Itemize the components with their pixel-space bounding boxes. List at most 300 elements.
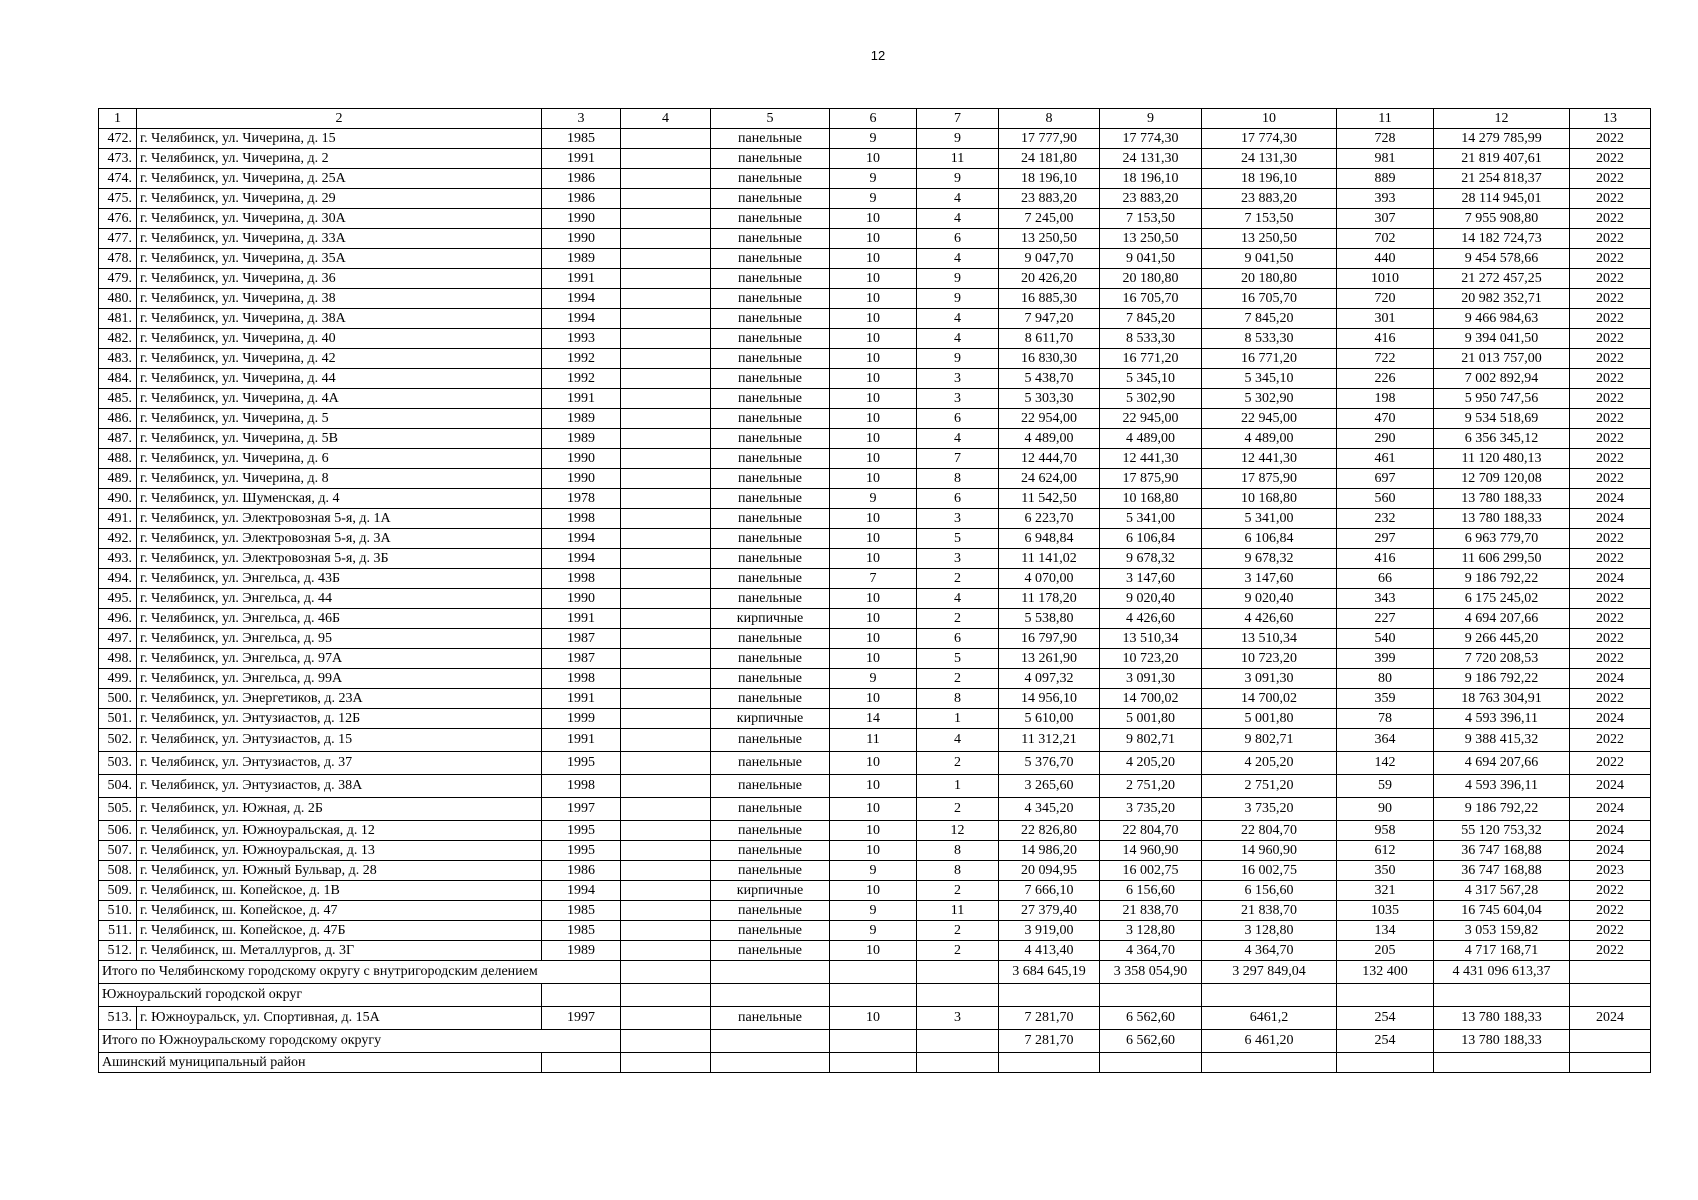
row-number-cell: 513. [99,1007,137,1030]
plan-year-cell: 2022 [1570,901,1651,921]
total-area-total: 7 281,70 [999,1030,1100,1053]
build-year-cell: 1994 [542,289,621,309]
living-area-cell: 23 883,20 [1100,189,1202,209]
build-year-cell: 1998 [542,669,621,689]
floors-cell: 14 [830,709,917,729]
col4-cell [621,549,711,569]
wall-material-cell: панельные [711,469,830,489]
address-cell: г. Челябинск, ул. Чичерина, д. 15 [137,129,542,149]
address-cell: г. Челябинск, ул. Энгельса, д. 95 [137,629,542,649]
wall-material-cell: панельные [711,429,830,449]
apartment-area-cell: 23 883,20 [1202,189,1337,209]
row-number-cell: 477. [99,229,137,249]
floors-cell: 10 [830,649,917,669]
living-area-cell: 10 723,20 [1100,649,1202,669]
row-number-cell: 472. [99,129,137,149]
wall-material-cell: панельные [711,775,830,798]
floors-cell: 10 [830,209,917,229]
build-year-cell: 1991 [542,609,621,629]
plan-year-cell: 2022 [1570,429,1651,449]
plan-year-cell: 2022 [1570,309,1651,329]
row-number-cell: 509. [99,881,137,901]
living-area-cell: 7 845,20 [1100,309,1202,329]
build-year-cell: 1992 [542,369,621,389]
residents-cell: 728 [1337,129,1434,149]
row-number-cell: 475. [99,189,137,209]
cost-cell: 13 780 188,33 [1434,489,1570,509]
cost-cell: 4 593 396,11 [1434,709,1570,729]
table-row [99,189,1651,209]
address-cell: г. Челябинск, ш. Металлургов, д. 3Г [137,941,542,961]
plan-year-cell: 2022 [1570,469,1651,489]
wall-material-cell: панельные [711,841,830,861]
entrances-cell: 3 [917,1007,999,1030]
floors-cell: 10 [830,821,917,841]
row-number-cell: 505. [99,798,137,821]
apartment-area-cell: 16 705,70 [1202,289,1337,309]
plan-year-cell: 2022 [1570,529,1651,549]
apartment-area-cell: 9 041,50 [1202,249,1337,269]
build-year-cell: 1989 [542,409,621,429]
row-number-cell: 487. [99,429,137,449]
cost-cell: 9 186 792,22 [1434,669,1570,689]
table-row [99,941,1651,961]
cost-cell: 5 950 747,56 [1434,389,1570,409]
build-year-cell: 1991 [542,689,621,709]
apartment-area-cell: 3 735,20 [1202,798,1337,821]
entrances-cell: 11 [917,149,999,169]
residents-cell: 697 [1337,469,1434,489]
apartment-area-cell: 17 774,30 [1202,129,1337,149]
total-area-cell: 22 954,00 [999,409,1100,429]
apartment-area-cell: 10 723,20 [1202,649,1337,669]
table-row [99,709,1651,729]
cost-total: 13 780 188,33 [1434,1030,1570,1053]
total-area-cell: 24 181,80 [999,149,1100,169]
row-number-cell: 476. [99,209,137,229]
wall-material-cell: панельные [711,229,830,249]
table-row [99,729,1651,752]
table-row [99,409,1651,429]
build-year-cell: 1987 [542,629,621,649]
plan-year-cell: 2024 [1570,798,1651,821]
plan-year-cell: 2022 [1570,689,1651,709]
living-area-cell: 3 091,30 [1100,669,1202,689]
row-number-cell: 500. [99,689,137,709]
living-area-cell: 16 002,75 [1100,861,1202,881]
address-cell: г. Челябинск, ул. Чичерина, д. 2 [137,149,542,169]
cost-cell: 4 717 168,71 [1434,941,1570,961]
build-year-cell: 1990 [542,589,621,609]
address-cell: г. Челябинск, ул. Чичерина, д. 25А [137,169,542,189]
empty-cell [711,1053,830,1073]
residents-cell: 90 [1337,798,1434,821]
table-row [99,389,1651,409]
floors-cell: 10 [830,549,917,569]
address-cell: г. Челябинск, ул. Энтузиастов, д. 12Б [137,709,542,729]
table-row [99,449,1651,469]
plan-year-cell: 2022 [1570,129,1651,149]
cost-total: 4 431 096 613,37 [1434,961,1570,984]
table-row [99,369,1651,389]
entrances-cell: 4 [917,429,999,449]
build-year-cell: 1987 [542,649,621,669]
living-area-cell: 6 106,84 [1100,529,1202,549]
build-year-cell: 1994 [542,881,621,901]
address-cell: г. Челябинск, ул. Чичерина, д. 38А [137,309,542,329]
row-number-cell: 493. [99,549,137,569]
floors-cell: 10 [830,449,917,469]
residents-cell: 227 [1337,609,1434,629]
address-cell: г. Челябинск, ул. Чичерина, д. 29 [137,189,542,209]
plan-year-cell: 2022 [1570,941,1651,961]
floors-cell: 9 [830,901,917,921]
build-year-cell: 1998 [542,569,621,589]
address-cell: г. Челябинск, ш. Копейское, д. 47Б [137,921,542,941]
section-title: Ашинский муниципальный район [99,1053,542,1073]
section-title: Южноуральский городской округ [99,984,542,1007]
cost-cell: 14 182 724,73 [1434,229,1570,249]
build-year-cell: 1986 [542,169,621,189]
col4-cell [621,881,711,901]
table-row [99,921,1651,941]
row-number-cell: 488. [99,449,137,469]
address-cell: г. Челябинск, ул. Энтузиастов, д. 38А [137,775,542,798]
row-number-cell: 486. [99,409,137,429]
wall-material-cell: панельные [711,369,830,389]
col4-cell [621,821,711,841]
plan-year-cell: 2022 [1570,729,1651,752]
cost-cell: 4 694 207,66 [1434,609,1570,629]
apartment-area-cell: 22 804,70 [1202,821,1337,841]
wall-material-cell: панельные [711,489,830,509]
entrances-cell: 2 [917,921,999,941]
table-row [99,269,1651,289]
entrances-cell: 4 [917,729,999,752]
entrances-cell: 5 [917,649,999,669]
apartment-area-cell: 3 147,60 [1202,569,1337,589]
table-row [99,589,1651,609]
residents-cell: 981 [1337,149,1434,169]
living-area-cell: 12 441,30 [1100,449,1202,469]
wall-material-cell: панельные [711,329,830,349]
plan-year-cell: 2024 [1570,1007,1651,1030]
living-area-cell: 16 705,70 [1100,289,1202,309]
apartment-area-cell: 5 345,10 [1202,369,1337,389]
apartment-area-cell: 22 945,00 [1202,409,1337,429]
address-cell: г. Челябинск, ул. Чичерина, д. 4А [137,389,542,409]
residents-total: 132 400 [1337,961,1434,984]
col4-cell [621,841,711,861]
living-area-cell: 17 774,30 [1100,129,1202,149]
apartment-area-cell: 4 489,00 [1202,429,1337,449]
col4-cell [621,209,711,229]
col4-cell [621,921,711,941]
entrances-cell: 4 [917,249,999,269]
empty-cell [1337,984,1434,1007]
apartment-area-cell: 13 510,34 [1202,629,1337,649]
floors-cell: 9 [830,669,917,689]
total-row [99,1030,1651,1053]
col4-cell [621,729,711,752]
floors-cell: 10 [830,798,917,821]
build-year-cell: 1991 [542,269,621,289]
apartment-area-cell: 6 156,60 [1202,881,1337,901]
cost-cell: 9 534 518,69 [1434,409,1570,429]
row-number-cell: 483. [99,349,137,369]
build-year-cell: 1994 [542,309,621,329]
living-area-cell: 22 945,00 [1100,409,1202,429]
col4-cell [621,189,711,209]
apartment-area-cell: 6461,2 [1202,1007,1337,1030]
empty-cell [830,984,917,1007]
total-label: Итого по Челябинскому городскому округу с внутригородским делением [99,961,621,984]
total-area-cell: 5 538,80 [999,609,1100,629]
floors-cell: 10 [830,589,917,609]
entrances-cell: 12 [917,821,999,841]
apartment-area-cell: 9 802,71 [1202,729,1337,752]
residents-cell: 343 [1337,589,1434,609]
entrances-cell: 6 [917,229,999,249]
col4-cell [621,329,711,349]
living-area-cell: 24 131,30 [1100,149,1202,169]
build-year-cell: 1997 [542,1007,621,1030]
empty-cell [542,984,621,1007]
address-cell: г. Челябинск, ул. Чичерина, д. 33А [137,229,542,249]
living-area-cell: 9 020,40 [1100,589,1202,609]
apartment-area-cell: 16 771,20 [1202,349,1337,369]
address-cell: г. Челябинск, ул. Южная, д. 2Б [137,798,542,821]
col4-cell [621,752,711,775]
build-year-cell: 1985 [542,129,621,149]
address-cell: г. Челябинск, ул. Шуменская, д. 4 [137,489,542,509]
col4-cell [621,389,711,409]
residents-cell: 958 [1337,821,1434,841]
column-header: 11 [1337,109,1434,129]
col4-cell [621,269,711,289]
living-area-cell: 4 489,00 [1100,429,1202,449]
address-cell: г. Челябинск, ул. Энгельса, д. 97А [137,649,542,669]
entrances-cell: 5 [917,529,999,549]
residents-cell: 226 [1337,369,1434,389]
living-area-cell: 13 510,34 [1100,629,1202,649]
entrances-cell: 7 [917,449,999,469]
entrances-cell: 1 [917,709,999,729]
wall-material-cell: панельные [711,309,830,329]
total-area-cell: 13 261,90 [999,649,1100,669]
apartment-area-cell: 6 106,84 [1202,529,1337,549]
residents-cell: 134 [1337,921,1434,941]
cost-cell: 7 002 892,94 [1434,369,1570,389]
apartment-area-cell: 9 020,40 [1202,589,1337,609]
cost-cell: 9 186 792,22 [1434,798,1570,821]
floors-cell: 10 [830,469,917,489]
empty-cell [1434,984,1570,1007]
floors-cell: 10 [830,409,917,429]
wall-material-cell: панельные [711,449,830,469]
total-area-cell: 20 094,95 [999,861,1100,881]
total-area-cell: 9 047,70 [999,249,1100,269]
table-row [99,169,1651,189]
col4-cell [621,249,711,269]
address-cell: г. Челябинск, ул. Чичерина, д. 42 [137,349,542,369]
total-area-cell: 11 141,02 [999,549,1100,569]
total-area-cell: 16 830,30 [999,349,1100,369]
empty-cell [711,961,830,984]
total-area-cell: 11 542,50 [999,489,1100,509]
entrances-cell: 9 [917,129,999,149]
empty-cell [711,984,830,1007]
table-row [99,775,1651,798]
row-number-cell: 496. [99,609,137,629]
address-cell: г. Челябинск, ул. Энергетиков, д. 23А [137,689,542,709]
living-area-cell: 4 364,70 [1100,941,1202,961]
apartment-area-cell: 5 302,90 [1202,389,1337,409]
wall-material-cell: панельные [711,169,830,189]
total-area-cell: 7 947,20 [999,309,1100,329]
row-number-cell: 484. [99,369,137,389]
table-row [99,469,1651,489]
empty-cell [1202,1053,1337,1073]
cost-cell: 14 279 785,99 [1434,129,1570,149]
total-area-cell: 18 196,10 [999,169,1100,189]
build-year-cell: 1993 [542,329,621,349]
entrances-cell: 6 [917,409,999,429]
apartment-area-cell: 10 168,80 [1202,489,1337,509]
empty-cell [830,1053,917,1073]
build-year-cell: 1985 [542,921,621,941]
empty-cell [542,1053,621,1073]
section-row [99,1053,1651,1073]
col4-cell [621,569,711,589]
plan-year-cell: 2024 [1570,569,1651,589]
wall-material-cell: панельные [711,209,830,229]
total-area-cell: 5 303,30 [999,389,1100,409]
row-number-cell: 474. [99,169,137,189]
plan-year-cell: 2022 [1570,589,1651,609]
build-year-cell: 1995 [542,841,621,861]
apartment-area-cell: 5 341,00 [1202,509,1337,529]
plan-year-cell: 2022 [1570,881,1651,901]
floors-cell: 10 [830,429,917,449]
entrances-cell: 8 [917,689,999,709]
address-cell: г. Южноуральск, ул. Спортивная, д. 15А [137,1007,542,1030]
address-cell: г. Челябинск, ул. Чичерина, д. 38 [137,289,542,309]
floors-cell: 9 [830,129,917,149]
apartment-area-cell: 12 441,30 [1202,449,1337,469]
total-area-cell: 4 097,32 [999,669,1100,689]
col4-cell [621,798,711,821]
floors-cell: 9 [830,189,917,209]
cost-cell: 12 709 120,08 [1434,469,1570,489]
total-area-cell: 7 666,10 [999,881,1100,901]
entrances-cell: 8 [917,841,999,861]
wall-material-cell: панельные [711,901,830,921]
empty-cell [917,984,999,1007]
total-area-cell: 6 948,84 [999,529,1100,549]
address-cell: г. Челябинск, ул. Электровозная 5-я, д. 1А [137,509,542,529]
entrances-cell: 4 [917,309,999,329]
floors-cell: 10 [830,269,917,289]
apartment-area-cell: 24 131,30 [1202,149,1337,169]
cost-cell: 4 694 207,66 [1434,752,1570,775]
empty-cell [1434,1053,1570,1073]
plan-year-cell: 2024 [1570,709,1651,729]
row-number-cell: 506. [99,821,137,841]
plan-year-cell: 2022 [1570,149,1651,169]
build-year-cell: 1989 [542,429,621,449]
floors-cell: 10 [830,775,917,798]
address-cell: г. Челябинск, ул. Чичерина, д. 35А [137,249,542,269]
apartment-area-cell: 14 960,90 [1202,841,1337,861]
column-header: 3 [542,109,621,129]
housing-table [98,108,1651,1073]
cost-cell: 7 955 908,80 [1434,209,1570,229]
cost-cell: 21 254 818,37 [1434,169,1570,189]
plan-year-cell: 2022 [1570,349,1651,369]
build-year-cell: 1995 [542,821,621,841]
cost-cell: 55 120 753,32 [1434,821,1570,841]
table-body [99,109,1651,1073]
apartment-area-total: 3 297 849,04 [1202,961,1337,984]
floors-cell: 10 [830,229,917,249]
living-area-cell: 6 156,60 [1100,881,1202,901]
entrances-cell: 2 [917,798,999,821]
address-cell: г. Челябинск, ул. Электровозная 5-я, д. 3А [137,529,542,549]
address-cell: г. Челябинск, ул. Чичерина, д. 36 [137,269,542,289]
cost-cell: 9 266 445,20 [1434,629,1570,649]
plan-year-cell: 2022 [1570,169,1651,189]
residents-cell: 142 [1337,752,1434,775]
cost-cell: 13 780 188,33 [1434,509,1570,529]
table-row [99,629,1651,649]
cost-cell: 21 819 407,61 [1434,149,1570,169]
entrances-cell: 3 [917,369,999,389]
col4-cell [621,709,711,729]
table-row [99,549,1651,569]
residents-cell: 722 [1337,349,1434,369]
wall-material-cell: панельные [711,589,830,609]
residents-cell: 416 [1337,549,1434,569]
table-row [99,752,1651,775]
entrances-cell: 9 [917,169,999,189]
column-header: 12 [1434,109,1570,129]
address-cell: г. Челябинск, ул. Чичерина, д. 8 [137,469,542,489]
row-number-cell: 498. [99,649,137,669]
entrances-cell: 1 [917,775,999,798]
floors-cell: 10 [830,289,917,309]
living-area-cell: 10 168,80 [1100,489,1202,509]
cost-cell: 6 963 779,70 [1434,529,1570,549]
wall-material-cell: панельные [711,269,830,289]
col4-cell [621,1007,711,1030]
floors-cell: 10 [830,689,917,709]
cost-cell: 28 114 945,01 [1434,189,1570,209]
living-area-cell: 17 875,90 [1100,469,1202,489]
residents-cell: 461 [1337,449,1434,469]
entrances-cell: 4 [917,209,999,229]
residents-cell: 198 [1337,389,1434,409]
total-area-cell: 12 444,70 [999,449,1100,469]
apartment-area-cell: 5 001,80 [1202,709,1337,729]
living-area-cell: 18 196,10 [1100,169,1202,189]
row-number-cell: 495. [99,589,137,609]
total-area-cell: 6 223,70 [999,509,1100,529]
table-row [99,841,1651,861]
row-number-cell: 499. [99,669,137,689]
total-area-cell: 11 312,21 [999,729,1100,752]
residents-cell: 560 [1337,489,1434,509]
